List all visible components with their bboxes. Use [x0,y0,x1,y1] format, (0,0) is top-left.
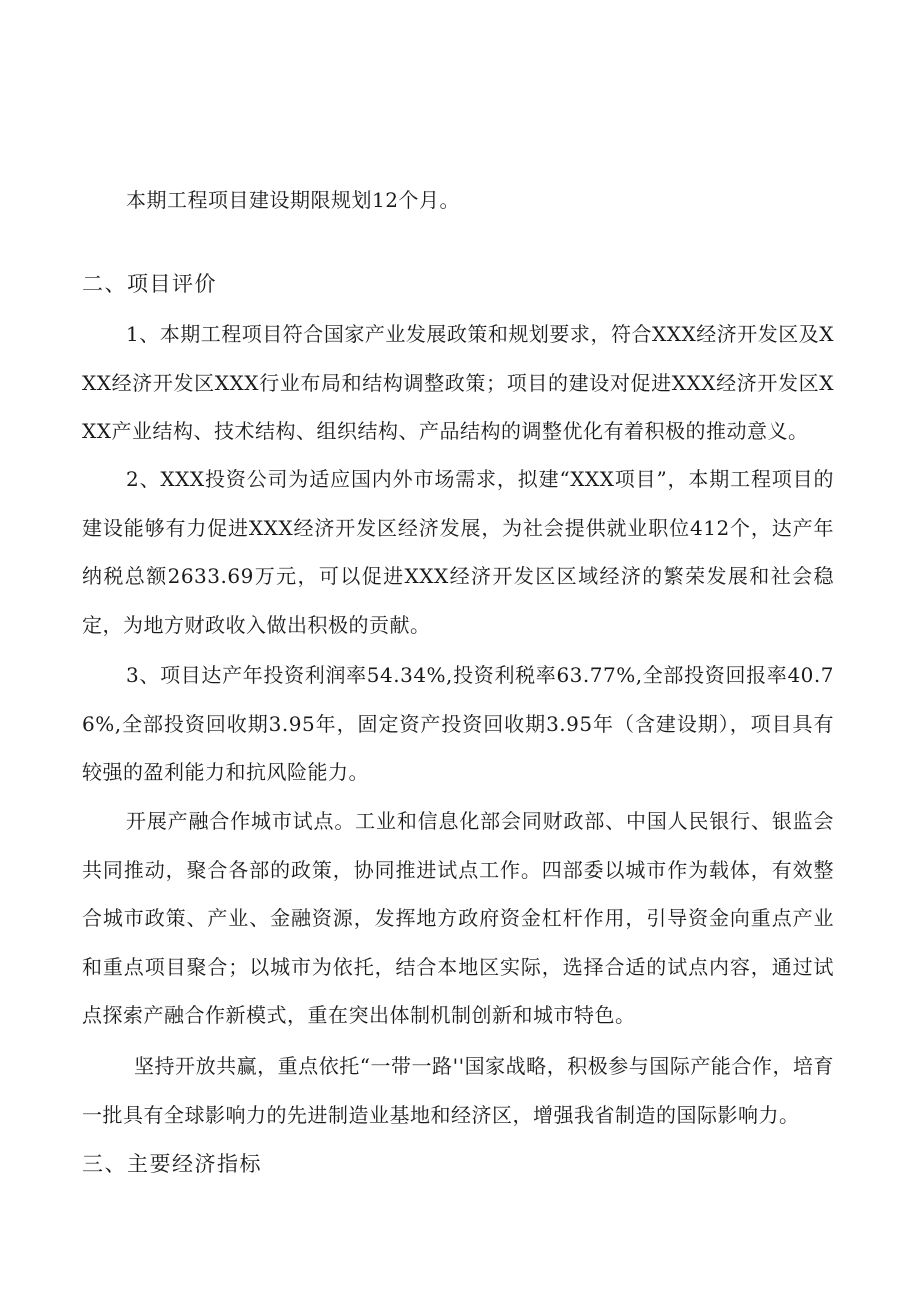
section-heading-project-evaluation: 二、项目评价 [82,272,217,296]
section-heading-economic-indicators: 三、主要经济指标 [82,1152,262,1176]
paragraph-construction-period: 本期工程项目建设期限规划12个月。 [126,188,460,212]
paragraph-pilot-cities: 开展产融合作城市试点。工业和信息化部会同财政部、中国人民银行、银监会共同推动，聚合各部的政策，协同推进试点工作。四部委以城市作为载体，有效整合城市政策、产业、金融资源，发挥地方政府资金杠杆作用，引导资金向重点产业和重点项目聚合；以城市为依托，结合本地区实际，选择合适的试点内容，通过试点探索产融合作新模式，重在突出体制机制创新和城市特色。 [82,809,834,1027]
paragraph-evaluation-policy: 1、本期工程项目符合国家产业发展政策和规划要求，符合XXX经济开发区及XXX经济开发区XXX行业布局和结构调整政策；项目的建设对促进XXX经济开发区XXX产业结构、技术结构、组织结构、产品结构的调整优化有着积极的推动意义。 [82,322,834,443]
document-page [82,0,834,1301]
paragraph-open-cooperation: 坚持开放共赢，重点依托“一带一路''国家战略，积极参与国际产能合作，培育一批具有全球影响力的先进制造业基地和经济区，增强我省制造的国际影响力。 [82,1054,834,1127]
paragraph-evaluation-economic: 2、XXX投资公司为适应国内外市场需求，拟建“XXX项目”，本期工程项目的建设能够有力促进XXX经济开发区经济发展，为社会提供就业职位412个，达产年纳税总额2633.69万元，可以促进XXX经济开发区区域经济的繁荣发展和社会稳定，为地方财政收入做出积极的贡献。 [82,467,834,637]
paragraph-evaluation-returns: 3、项目达产年投资利润率54.34%,投资利税率63.77%,全部投资回报率40.76%,全部投资回收期3.95年，固定资产投资回收期3.95年（含建设期），项目具有较强的盈利能力和抗风险能力。 [82,663,834,784]
